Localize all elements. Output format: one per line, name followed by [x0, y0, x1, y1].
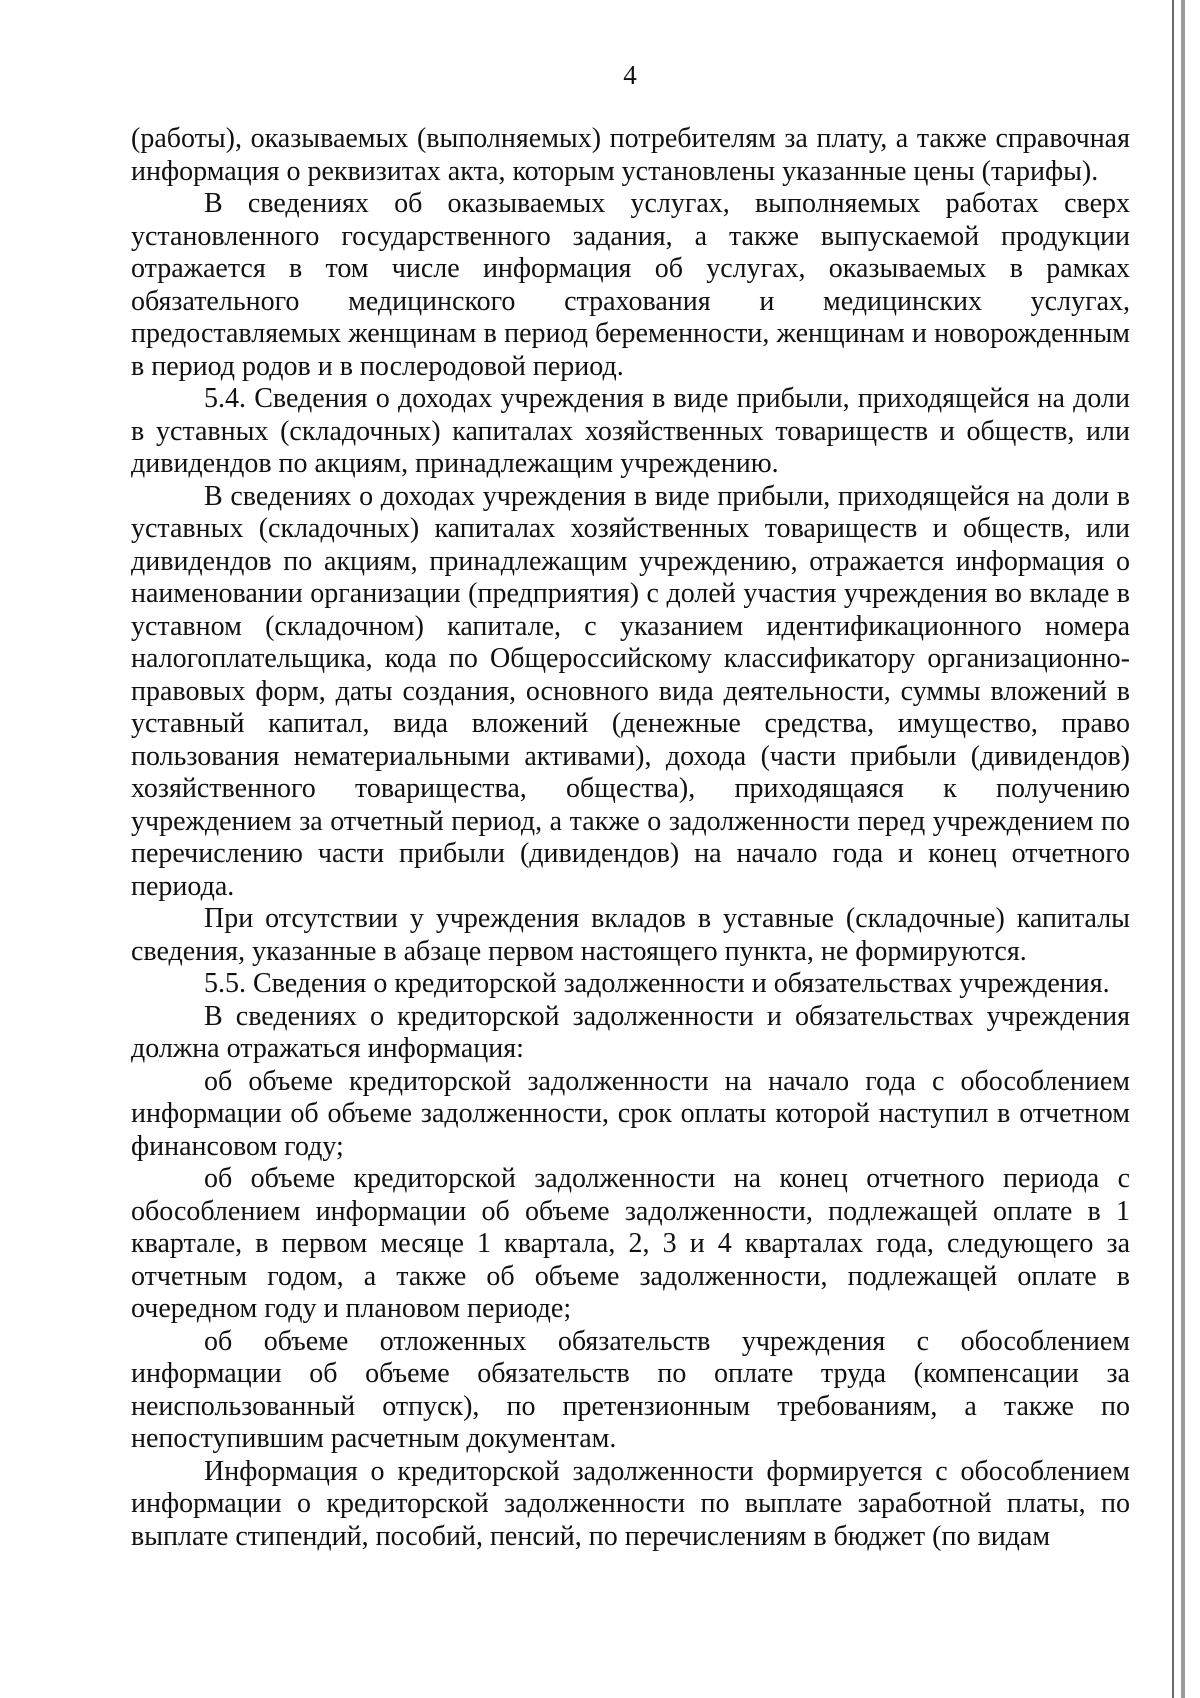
section-heading-paragraph: 5.5. Сведения о кредиторской задолженности и обязательствах учреждения. — [204, 968, 1110, 999]
list-paragraph: об объеме кредиторской задолженности на конец отчетного периода с обособлением информации об объеме задолженности, подлежащей оплате в 1 квартале, в первом месяце 1 квартала, 2, 3 и 4 кварталах года, следующего за отчетным годом, а также об объеме задолженности, подлежащей оплате в очередном году и плановом периоде; — [131, 1163, 1130, 1324]
paragraph: В сведениях о доходах учреждения в виде прибыли, приходящейся на доли в уставных (складочных) капиталах хозяйственных товариществ и обществ, или дивидендов по акциям, принадлежащим учреждению, отражается информация о наименовании организации (предприятия) с долей участия учреждения во вкладе в уставном (складочном) капитале, с указанием идентификационного номера налогоплательщика, кода по Общероссийскому классификатору организационно-правовых форм, даты создания, основного вида деятельности, суммы вложений в уставный капитал, вида вложений (денежные средства, имущество, право пользования нематериальными активами), дохода (части прибыли (дивидендов) хозяйственного товарищества, общества), приходящаяся к получению учреждением за отчетный период, а также о задолженности перед учреждением по перечислению части прибыли (дивидендов) на начало года и конец отчетного периода. — [131, 480, 1130, 902]
scan-edge-line — [1172, 0, 1174, 1698]
paragraph: (работы), оказываемых (выполняемых) потребителям за плату, а также справочная информация о реквизитах акта, которым установлены указанные цены (тарифы). — [131, 123, 1130, 187]
page-number: 4 — [623, 60, 637, 90]
paragraph: 5.4. Сведения о доходах учреждения в виде прибыли, приходящейся на доли в уставных (складочных) капиталах хозяйственных товариществ и обществ, или дивидендов по акциям, принадлежащим учреждению. — [131, 383, 1130, 479]
paragraph: В сведениях о кредиторской задолженности и обязательствах учреждения должна отражаться информация: — [131, 1000, 1130, 1064]
document-body — [131, 123, 1130, 1553]
paragraph: При отсутствии у учреждения вкладов в уставные (складочные) капиталы сведения, указанные в абзаце первом настоящего пункта, не формируются. — [131, 903, 1130, 967]
scan-edge-line — [1181, 0, 1185, 1698]
paragraph: Информация о кредиторской задолженности формируется с обособлением информации о кредиторской задолженности по выплате заработной платы, по выплате стипендий, пособий, пенсий, по перечислениям в бюджет (по видам — [131, 1455, 1130, 1552]
list-paragraph: об объеме кредиторской задолженности на начало года с обособлением информации об объеме задолженности, срок оплаты которой наступил в отчетном финансовом году; — [131, 1065, 1130, 1162]
list-paragraph: об объеме отложенных обязательств учреждения с обособлением информации об объеме обязательств по оплате труда (компенсации за неиспользованный отпуск), по претензионным требованиям, а также по непоступившим расчетным документам. — [131, 1325, 1130, 1454]
paragraph: В сведениях об оказываемых услугах, выполняемых работах сверх установленного государственного задания, а также выпускаемой продукции отражается в том числе информация об услугах, оказываемых в рамках обязательного медицинского страхования и медицинских услугах, предоставляемых женщинам в период беременности, женщинам и новорожденным в период родов и в послеродовой период. — [131, 188, 1130, 382]
